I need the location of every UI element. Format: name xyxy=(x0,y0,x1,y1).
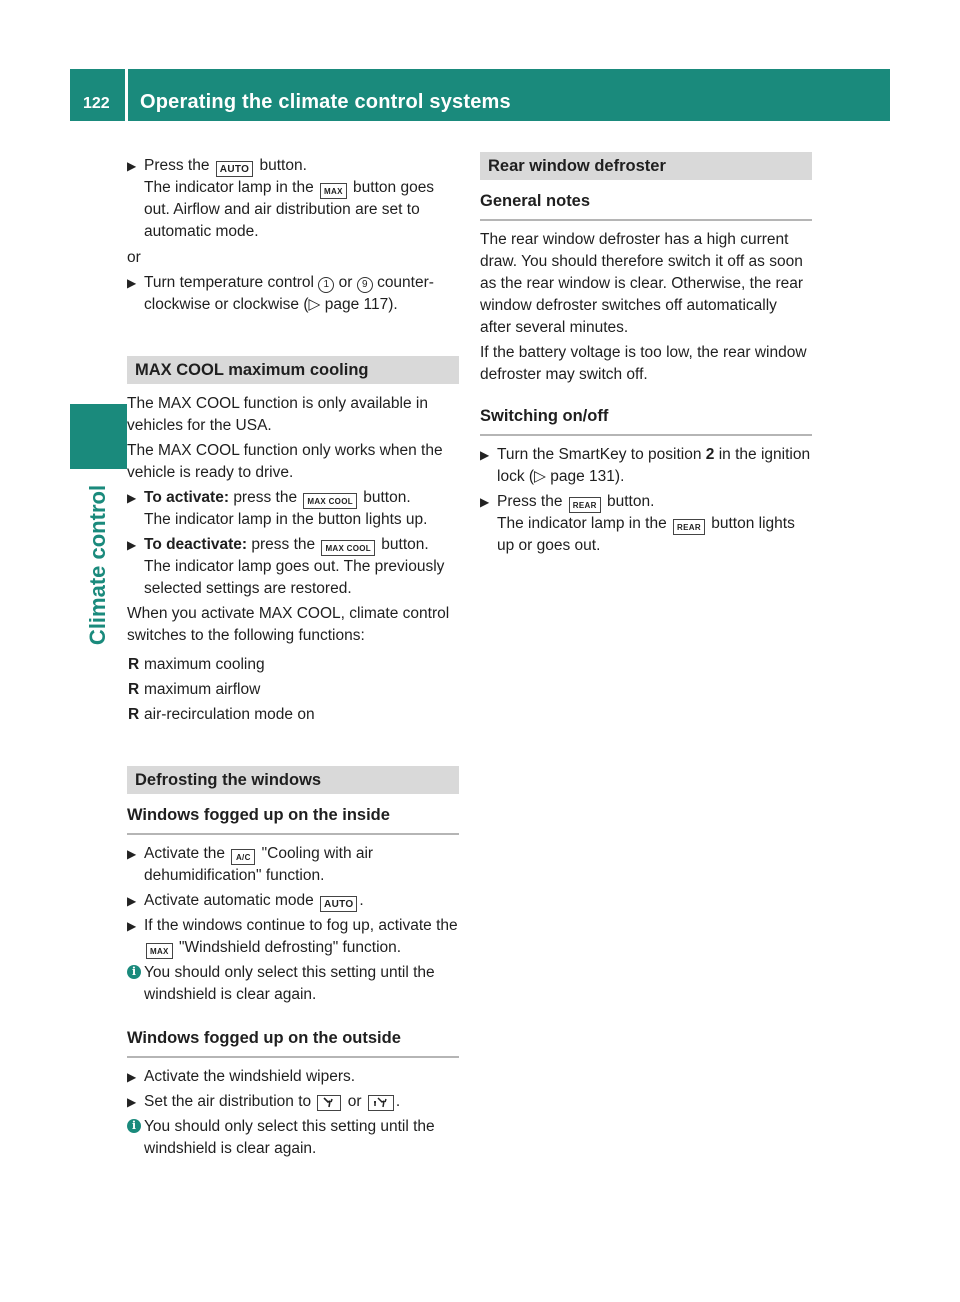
general-notes-para1: The rear window defroster has a high current draw. You should therefore switch it off as soon as the rear window is clear. Otherwise, the rear window defroster switches off automatically after several minutes. xyxy=(480,231,804,336)
air-distribution-windshield-footwell-icon xyxy=(368,1095,394,1111)
general-notes-para2: If the battery voltage is too low, the rear window defroster may switch off. xyxy=(480,344,807,383)
step-air-distribution: ▶ Set the air distribution to or . xyxy=(127,1091,459,1113)
air-distribution-windshield-icon xyxy=(317,1095,341,1111)
step-arrow-icon: ▶ xyxy=(127,1095,137,1109)
section-heading-rear-defroster: Rear window defroster xyxy=(480,152,812,180)
control-1-icon: 1 xyxy=(318,277,334,293)
auto-key-icon: AUTO xyxy=(216,161,253,177)
step-deactivate-max-cool: ▶ To deactivate: press the MAX COOL button. The indicator lamp goes out. The previously selected settings are restored. xyxy=(127,536,445,597)
step-arrow-icon: ▶ xyxy=(127,847,137,861)
control-9-icon: 9 xyxy=(357,277,373,293)
step-temperature-control: ▶ Turn temperature control 1 or 9 counter-clockwise or clockwise (▷ page 117). xyxy=(127,274,434,313)
rear-defroster-key-icon: REAR xyxy=(569,497,601,513)
step-arrow-icon: ▶ xyxy=(127,491,137,505)
max-cool-para2: The MAX COOL function only works when the vehicle is ready to drive. xyxy=(127,442,443,481)
step-activate-wipers: ▶ Activate the windshield wipers. xyxy=(127,1066,459,1088)
step-press-auto: ▶ Press the AUTO button. The indicator lamp in the MAX button goes out. Airflow and air distribution are set to automatic mode. xyxy=(127,157,435,240)
list-item: R maximum cooling xyxy=(128,656,265,673)
step-arrow-icon: ▶ xyxy=(127,538,137,552)
step-activate-max-cool: ▶ To activate: press the MAX COOL button. The indicator lamp in the button lights up. xyxy=(127,489,428,528)
subheading-switching: Switching on/off xyxy=(480,404,812,436)
side-tab-block xyxy=(70,404,127,469)
info-note-inside: i You should only select this setting until the windshield is clear again. xyxy=(127,962,459,1006)
max-cool-para1: The MAX COOL function is only available in vehicles for the USA. xyxy=(127,395,428,434)
subheading-general-notes: General notes xyxy=(480,189,812,221)
subheading-fogged-inside: Windows fogged up on the inside xyxy=(127,803,459,835)
section-heading-max-cool: MAX COOL maximum cooling xyxy=(127,356,459,384)
step-press-rear: ▶ Press the REAR button. The indicator lamp in the REAR button lights up or goes out. xyxy=(480,493,795,554)
info-note-outside: i You should only select this setting until the windshield is clear again. xyxy=(127,1116,459,1160)
max-cool-key-icon: MAX COOL xyxy=(321,540,375,556)
step-turn-smartkey: ▶ Turn the SmartKey to position 2 in the ignition lock (▷ page 131). xyxy=(480,446,811,485)
section-heading-defrosting: Defrosting the windows xyxy=(127,766,459,794)
step-windshield-defrost: ▶ If the windows continue to fog up, activate the MAX "Windshield defrosting" function. xyxy=(127,915,459,959)
step-arrow-icon: ▶ xyxy=(127,894,137,908)
step-arrow-icon: ▶ xyxy=(127,1070,137,1084)
info-icon: i xyxy=(127,965,141,979)
ac-key-icon: A/C xyxy=(231,849,255,865)
auto-key-icon: AUTO xyxy=(320,896,357,912)
step-arrow-icon: ▶ xyxy=(480,448,490,462)
step-arrow-icon: ▶ xyxy=(127,276,137,290)
step-activate-auto-mode: ▶ Activate automatic mode AUTO . xyxy=(127,892,364,910)
step-arrow-icon: ▶ xyxy=(127,159,137,173)
max-cool-key-icon: MAX COOL xyxy=(303,493,357,509)
step-arrow-icon: ▶ xyxy=(127,919,137,933)
list-item: R maximum airflow xyxy=(128,681,261,698)
list-item: R air-recirculation mode on xyxy=(128,706,315,723)
defrost-max-key-icon: MAX xyxy=(320,183,347,199)
step-activate-ac: ▶ Activate the A/C "Cooling with air dehumidification" function. xyxy=(127,845,374,884)
step-arrow-icon: ▶ xyxy=(480,495,490,509)
info-icon: i xyxy=(127,1119,141,1133)
left-column xyxy=(127,152,459,1160)
max-cool-para3: When you activate MAX COOL, climate control switches to the following functions: xyxy=(127,605,450,644)
defrost-max-key-icon: MAX xyxy=(146,943,173,959)
page-number: 122 xyxy=(83,95,110,112)
header-divider xyxy=(125,69,128,121)
or-text: or xyxy=(127,249,141,266)
page-title: Operating the climate control systems xyxy=(140,91,511,113)
subheading-fogged-outside: Windows fogged up on the outside xyxy=(127,1026,459,1058)
rear-defroster-key-icon: REAR xyxy=(673,519,705,535)
right-column xyxy=(480,152,812,557)
